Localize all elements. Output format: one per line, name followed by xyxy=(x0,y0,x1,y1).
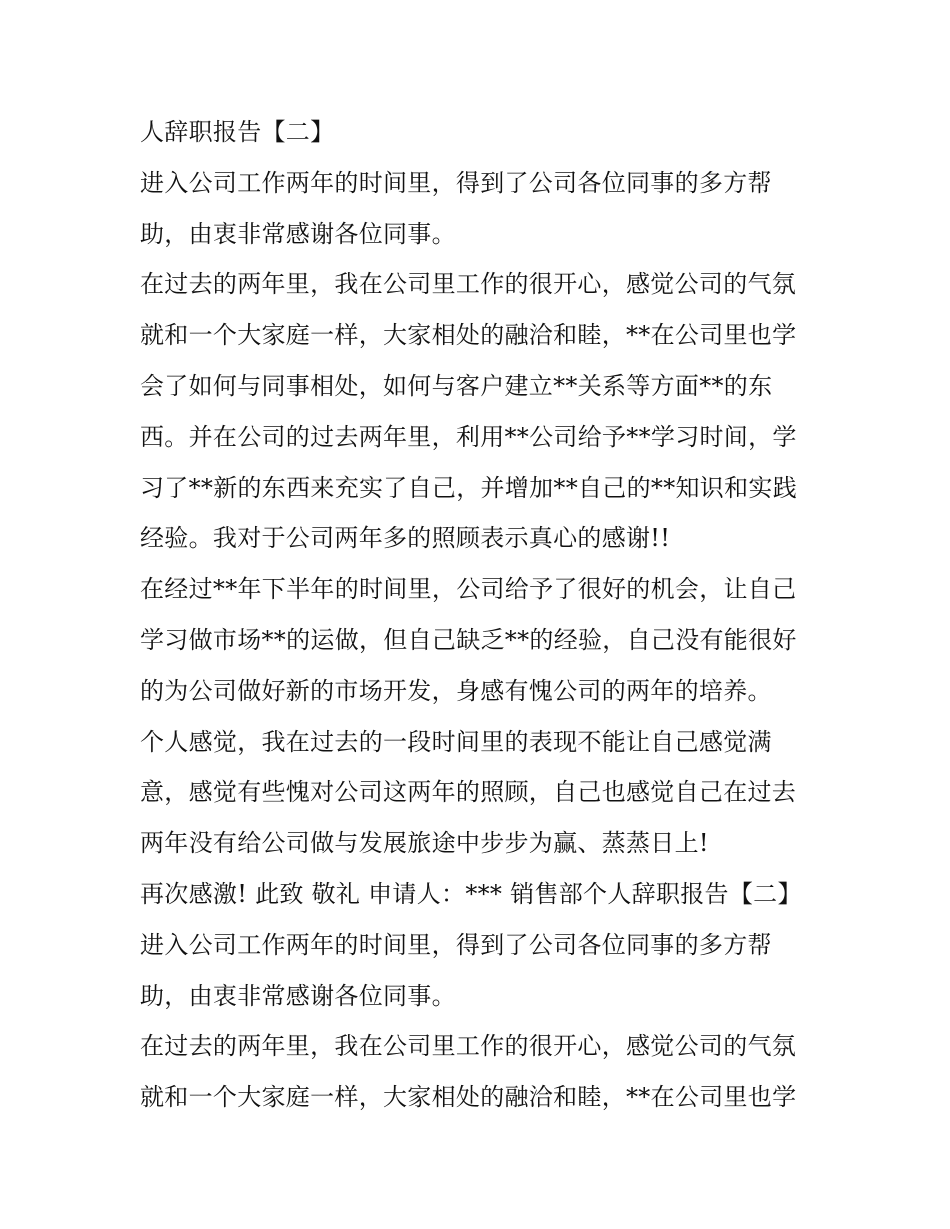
text-line: 习了**新的东西来充实了自己，并增加**自己的**知识和实践 xyxy=(140,473,797,502)
text-line: 再次感激! 此致 敬礼 申请人：*** 销售部个人辞职报告【二】 xyxy=(140,879,802,908)
text-line: 就和一个大家庭一样，大家相处的融洽和睦，**在公司里也学 xyxy=(140,321,797,350)
text-line: 的为公司做好新的市场开发，身感有愧公司的两年的培养。 xyxy=(140,676,772,705)
text-line: 西。并在公司的过去两年里，利用**公司给予**学习时间，学 xyxy=(140,422,797,451)
text-line: 助，由衷非常感谢各位同事。 xyxy=(140,981,456,1010)
text-line: 就和一个大家庭一样，大家相处的融洽和睦，**在公司里也学 xyxy=(140,1083,797,1112)
text-line: 会了如何与同事相处，如何与客户建立**关系等方面**的东 xyxy=(140,371,773,400)
document-body xyxy=(140,107,820,1123)
text-line: 两年没有给公司做与发展旅途中步步为赢、蒸蒸日上! xyxy=(140,829,709,858)
document-heading: 人辞职报告【二】 xyxy=(140,118,335,146)
text-line: 在过去的两年里，我在公司里工作的很开心，感觉公司的气氛 xyxy=(140,1032,797,1061)
text-line: 学习做市场**的运做，但自己缺乏**的经验，自己没有能很好 xyxy=(140,625,797,654)
text-line: 在过去的两年里，我在公司里工作的很开心，感觉公司的气氛 xyxy=(140,270,797,299)
text-line: 个人感觉，我在过去的一段时间里的表现不能让自己感觉满 xyxy=(140,727,772,756)
text-line: 意，感觉有些愧对公司这两年的照顾，自己也感觉自己在过去 xyxy=(140,778,797,807)
text-line: 进入公司工作两年的时间里，得到了公司各位同事的多方帮 xyxy=(140,168,772,197)
text-line: 助，由衷非常感谢各位同事。 xyxy=(140,219,456,248)
text-line: 经验。我对于公司两年多的照顾表示真心的感谢!! xyxy=(140,524,671,553)
text-line: 在经过**年下半年的时间里，公司给予了很好的机会，让自己 xyxy=(140,575,797,604)
text-line: 进入公司工作两年的时间里，得到了公司各位同事的多方帮 xyxy=(140,930,772,959)
